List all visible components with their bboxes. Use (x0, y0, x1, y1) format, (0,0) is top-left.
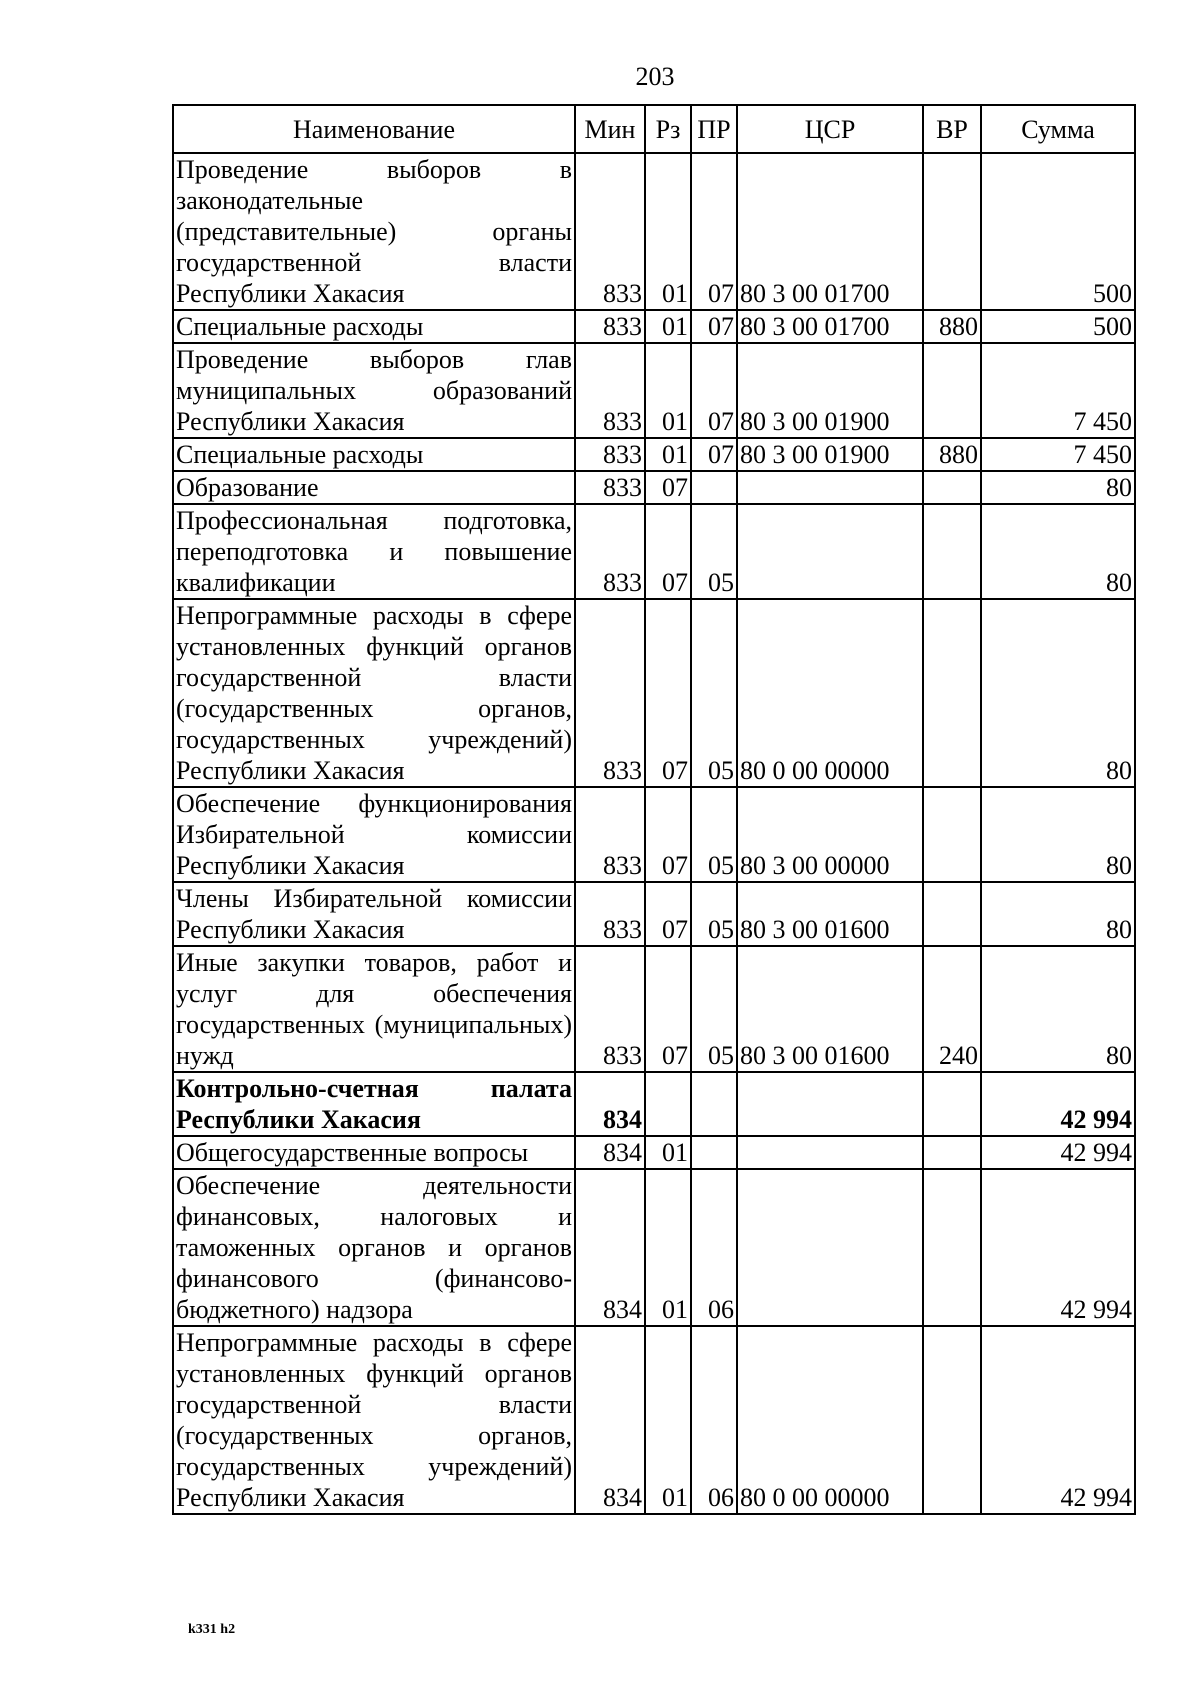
table-header-row (173, 105, 1135, 153)
cell-sum: 42 994 (981, 1326, 1135, 1514)
cell-name: Профессиональная подготовка, переподготовка и повышение квалификации (173, 504, 575, 599)
cell-min: 834 (575, 1169, 645, 1326)
cell-pr: 07 (691, 310, 737, 343)
cell-sum: 42 994 (981, 1169, 1135, 1326)
cell-csr: 80 3 00 01700 (737, 153, 923, 310)
table-row (173, 471, 1135, 504)
cell-name: Образование (173, 471, 575, 504)
cell-vr (923, 343, 981, 438)
cell-pr: 05 (691, 787, 737, 882)
cell-vr (923, 1169, 981, 1326)
cell-csr: 80 3 00 01900 (737, 343, 923, 438)
cell-pr: 05 (691, 882, 737, 946)
table-row (173, 343, 1135, 438)
cell-name: Контрольно-счетная палата Республики Хакасия (173, 1072, 575, 1136)
cell-rz: 07 (645, 946, 691, 1072)
cell-sum: 42 994 (981, 1136, 1135, 1169)
cell-min: 833 (575, 599, 645, 787)
cell-csr: 80 3 00 01600 (737, 946, 923, 1072)
cell-name: Специальные расходы (173, 438, 575, 471)
cell-csr: 80 3 00 01600 (737, 882, 923, 946)
header-pr: ПР (691, 105, 737, 153)
cell-sum: 7 450 (981, 438, 1135, 471)
cell-csr: 80 0 00 00000 (737, 599, 923, 787)
cell-vr (923, 471, 981, 504)
table-row (173, 599, 1135, 787)
cell-vr (923, 1136, 981, 1169)
header-name: Наименование (173, 105, 575, 153)
cell-min: 833 (575, 471, 645, 504)
header-min: Мин (575, 105, 645, 153)
cell-vr (923, 153, 981, 310)
cell-sum: 80 (981, 471, 1135, 504)
cell-rz: 01 (645, 343, 691, 438)
budget-table (172, 104, 1136, 1515)
cell-min: 833 (575, 882, 645, 946)
cell-min: 833 (575, 153, 645, 310)
cell-csr: 80 3 00 01900 (737, 438, 923, 471)
cell-min: 834 (575, 1326, 645, 1514)
cell-vr: 880 (923, 310, 981, 343)
cell-min: 833 (575, 504, 645, 599)
cell-name: Непрограммные расходы в сфере установленных функций органов государственной власти (государственных органов, государственных учреждений) Республики Хакасия (173, 599, 575, 787)
cell-sum: 80 (981, 946, 1135, 1072)
cell-min: 833 (575, 310, 645, 343)
cell-csr: 80 3 00 01700 (737, 310, 923, 343)
header-sum: Сумма (981, 105, 1135, 153)
cell-vr (923, 882, 981, 946)
cell-vr (923, 1326, 981, 1514)
cell-vr (923, 1072, 981, 1136)
table-row (173, 882, 1135, 946)
cell-pr: 07 (691, 343, 737, 438)
cell-name: Иные закупки товаров, работ и услуг для обеспечения государственных (муниципальных) нужд (173, 946, 575, 1072)
cell-csr (737, 1169, 923, 1326)
cell-pr: 06 (691, 1326, 737, 1514)
cell-rz: 07 (645, 882, 691, 946)
header-rz: Рз (645, 105, 691, 153)
cell-name: Общегосударственные вопросы (173, 1136, 575, 1169)
cell-csr (737, 1136, 923, 1169)
cell-vr (923, 787, 981, 882)
cell-pr: 05 (691, 599, 737, 787)
cell-min: 833 (575, 343, 645, 438)
table-row (173, 438, 1135, 471)
cell-name: Обеспечение деятельности финансовых, налоговых и таможенных органов и органов финансового (финансово-бюджетного) надзора (173, 1169, 575, 1326)
cell-rz (645, 1072, 691, 1136)
cell-rz: 07 (645, 599, 691, 787)
cell-sum: 80 (981, 882, 1135, 946)
table-row (173, 153, 1135, 310)
cell-pr: 07 (691, 438, 737, 471)
cell-sum: 500 (981, 153, 1135, 310)
cell-pr (691, 1136, 737, 1169)
cell-vr: 880 (923, 438, 981, 471)
table-row (173, 1072, 1135, 1136)
cell-min: 833 (575, 438, 645, 471)
cell-sum: 80 (981, 787, 1135, 882)
table-row (173, 787, 1135, 882)
cell-pr: 06 (691, 1169, 737, 1326)
cell-sum: 500 (981, 310, 1135, 343)
cell-rz: 01 (645, 1169, 691, 1326)
cell-name: Специальные расходы (173, 310, 575, 343)
cell-vr (923, 599, 981, 787)
header-vr: ВР (923, 105, 981, 153)
table-row (173, 946, 1135, 1072)
cell-name: Члены Избирательной комиссии Республики Хакасия (173, 882, 575, 946)
footer-code: k331 h2 (188, 1622, 236, 1637)
cell-name: Непрограммные расходы в сфере установленных функций органов государственной власти (государственных органов, государственных учреждений) Республики Хакасия (173, 1326, 575, 1514)
header-csr: ЦСР (737, 105, 923, 153)
cell-rz: 07 (645, 471, 691, 504)
cell-min: 833 (575, 946, 645, 1072)
cell-csr (737, 1072, 923, 1136)
cell-pr (691, 1072, 737, 1136)
cell-pr: 07 (691, 153, 737, 310)
cell-rz: 01 (645, 310, 691, 343)
cell-csr: 80 3 00 00000 (737, 787, 923, 882)
cell-name: Проведение выборов в законодательные (представительные) органы государственной власти Республики Хакасия (173, 153, 575, 310)
cell-vr (923, 504, 981, 599)
table-row (173, 1136, 1135, 1169)
table-row (173, 504, 1135, 599)
cell-min: 833 (575, 787, 645, 882)
cell-rz: 01 (645, 1326, 691, 1514)
cell-sum: 80 (981, 504, 1135, 599)
cell-min: 834 (575, 1136, 645, 1169)
cell-sum: 7 450 (981, 343, 1135, 438)
cell-pr: 05 (691, 946, 737, 1072)
cell-vr: 240 (923, 946, 981, 1072)
cell-rz: 01 (645, 153, 691, 310)
cell-rz: 07 (645, 504, 691, 599)
cell-pr (691, 471, 737, 504)
cell-pr: 05 (691, 504, 737, 599)
table-row (173, 310, 1135, 343)
page-number: 203 (635, 62, 675, 91)
cell-name: Обеспечение функционирования Избирательной комиссии Республики Хакасия (173, 787, 575, 882)
cell-csr (737, 471, 923, 504)
cell-name: Проведение выборов глав муниципальных образований Республики Хакасия (173, 343, 575, 438)
cell-csr (737, 504, 923, 599)
table-row (173, 1326, 1135, 1514)
table-row (173, 1169, 1135, 1326)
cell-sum: 42 994 (981, 1072, 1135, 1136)
cell-sum: 80 (981, 599, 1135, 787)
cell-min: 834 (575, 1072, 645, 1136)
cell-rz: 07 (645, 787, 691, 882)
cell-rz: 01 (645, 1136, 691, 1169)
cell-rz: 01 (645, 438, 691, 471)
cell-csr: 80 0 00 00000 (737, 1326, 923, 1514)
